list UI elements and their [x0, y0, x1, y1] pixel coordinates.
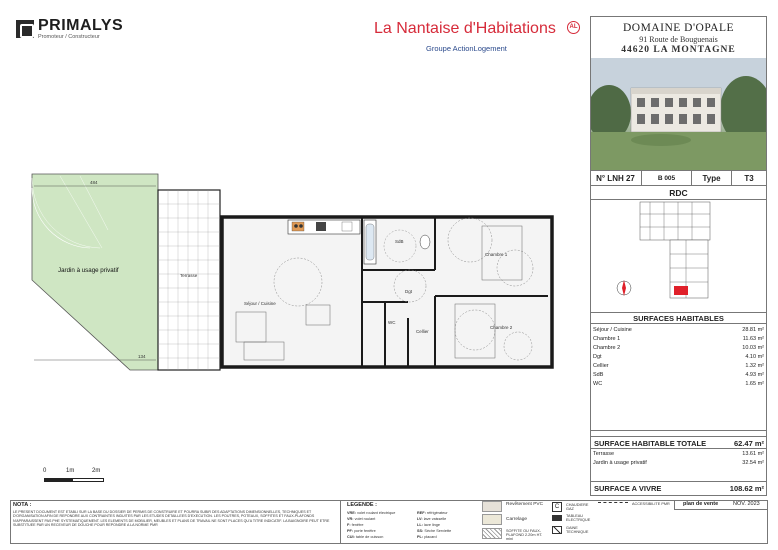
exterior-label: Terrasse	[593, 451, 615, 457]
exterior-row	[593, 458, 764, 468]
surface-vivre-row	[590, 481, 767, 495]
legend-text: volet roulant	[354, 517, 376, 521]
legend-code: VR:	[347, 517, 354, 521]
scale-0: 0	[43, 468, 47, 474]
surface-label: WC	[593, 381, 603, 387]
primalys-logo-icon	[16, 20, 34, 38]
legend-text: placard	[424, 535, 437, 539]
surface-label: Chambre 1	[593, 336, 621, 342]
exterior-value: 13.61 m²	[742, 451, 764, 457]
terrace-area	[158, 190, 220, 370]
legend-code: VRE:	[347, 511, 357, 515]
nota-title: NOTA :	[13, 502, 32, 508]
floor-plan	[30, 170, 560, 380]
label-dgt: Dgt	[405, 289, 413, 294]
legend-text: Sèche Serviette	[424, 529, 452, 533]
surface-vivre-value: 108.62 m²	[729, 484, 764, 493]
legend-code: LV:	[417, 517, 423, 521]
surface-value: 1.65 m²	[745, 381, 764, 387]
soffite-swatch	[482, 528, 502, 539]
legend-text: lave linge	[423, 523, 441, 527]
tableau-icon	[552, 515, 562, 521]
surface-totale-row	[590, 436, 767, 449]
carrelage-swatch	[482, 514, 502, 525]
surface-value: 4.10 m²	[745, 354, 764, 360]
surface-value: 11.63 m²	[742, 336, 764, 342]
legend-text: réfrigérateur	[426, 511, 448, 515]
partner-subtitle: Groupe ActionLogement	[426, 44, 507, 53]
legend-text: lave vaisselle	[423, 517, 447, 521]
tableau-label: TABLEAU ELECTRIQUE	[566, 514, 591, 522]
surface-totale-label: SURFACE HABITABLE TOTALE	[594, 439, 707, 448]
promoter-subtitle: Promoteur / Constructeur	[38, 34, 100, 40]
building-render-image	[591, 58, 766, 170]
project-title: DOMAINE D'OPALE	[622, 22, 735, 34]
gaine-icon	[552, 526, 562, 534]
level-label: RDC	[590, 186, 767, 200]
scale-1m: 1m	[66, 468, 75, 474]
gaine-label: GAINE TECHNIQUE	[566, 526, 589, 534]
chaudiere-icon: C	[552, 502, 562, 512]
soffite-label: SOFFITE OU FAUX-PLAFOND 2.20m HT. mini	[506, 529, 543, 541]
legend-code: F:	[347, 523, 351, 527]
dimension-top: 484	[90, 180, 98, 185]
surface-vivre-label: SURFACE A VIVRE	[594, 484, 662, 493]
lot-building: B 005	[642, 171, 692, 186]
dimension-bottom: 134	[138, 354, 146, 359]
legend-code: SS:	[417, 529, 424, 533]
scale-2m: 2m	[92, 468, 101, 474]
label-jardin: Jardin à usage privatif	[58, 267, 119, 274]
plan-date: NOV. 2023	[733, 501, 760, 507]
apartment-outline	[222, 217, 552, 367]
surface-value: 10.03 m²	[742, 345, 764, 351]
legend-text: porte fenêtre	[354, 529, 376, 533]
exterior-label: Jardin à usage privatif	[593, 460, 647, 466]
label-terrasse: Terrasse	[180, 273, 198, 278]
pmr-label: ACCESSIBILITE PMR	[632, 502, 670, 506]
chaudiere-label: CHAUDIERE GAZ	[566, 503, 589, 511]
project-city: 44620 LA MONTAGNE	[621, 45, 736, 55]
surface-value: 28.81 m²	[742, 327, 764, 333]
legend-code: REF:	[417, 511, 426, 515]
plan-vente-box	[674, 500, 768, 510]
legend-code: CUI:	[347, 535, 355, 539]
label-wc: WC	[388, 320, 396, 325]
surfaces-heading: SURFACES HABITABLES	[590, 312, 767, 324]
surface-label: Cellier	[593, 363, 609, 369]
label-chambre1: Chambre 1	[485, 252, 508, 257]
lot-type-label: Type	[692, 171, 732, 186]
key-plan	[612, 200, 712, 310]
exterior-value: 32.54 m²	[742, 460, 764, 466]
carrelage-label: Carrelage	[506, 517, 528, 522]
nota-text: LE PRESENT DOCUMENT EST ETABLI SUR LA BASE DU DOSSIER DE PERMIS DE CONSTRUIRE ET POURRA SUBIR DES ADAPTATIONS DIMENSIONNELLES, TECHNIQUES ET D'ORGANISATION AFIN DE REPONDRE AUX CONTRAINTES INDUITES PAR LES ETUDES DETAILLEES D'EXECUTION. LES POUTRES, POTEAUX, SOFFITES ET FAUX-PLAFONDS N'APPARAISSENT PAS PHE SYSTEMATIQUEMENT. LES ELEMENTS DE MOBILIER, MEUBLES ET PLANS DE TRAVAIL NE SONT PLACES QU'A TITRE INDICATIF. LA BAIGNOIRE PEUT ETRE SUBSTITUEE PAR UN RECEVEUR DE DOUCHE POUR REPONDRE A LA NORME PMR	[13, 510, 330, 528]
partner-badge-icon: AL	[567, 21, 580, 34]
label-cellier: Cellier	[416, 329, 429, 334]
promoter-name: PRIMALYS	[38, 17, 124, 34]
revetement-swatch	[482, 501, 502, 512]
surface-row	[593, 379, 764, 389]
surface-label: Séjour / Cuisine	[593, 327, 632, 333]
surfaces-list	[590, 325, 767, 431]
surface-label: Chambre 2	[593, 345, 621, 351]
partner-name: La Nantaise d'Habitations	[374, 20, 556, 37]
scale-bar	[44, 478, 104, 482]
plan-vente-label: plan de vente	[683, 501, 719, 507]
lot-type-value: T3	[744, 174, 754, 183]
legend-code: LL:	[417, 523, 423, 527]
pmr-icon	[598, 502, 628, 505]
project-address: 91 Route de Bouguenais	[639, 35, 718, 44]
label-sejour: Séjour / Cuisine	[244, 301, 276, 306]
legend-text: table de cuisson	[355, 535, 384, 539]
footer-divider	[340, 500, 341, 544]
legend-code: PF:	[347, 529, 354, 533]
lot-number: N° LNH 27	[590, 171, 642, 186]
legend-code: PL:	[417, 535, 424, 539]
label-sdb: SdB	[395, 239, 404, 244]
legende-title: LEGENDE :	[347, 502, 377, 508]
revetement-label: Revêtement PVC	[506, 502, 544, 507]
lot-info-row	[590, 170, 767, 186]
surface-label: Dgt	[593, 354, 602, 360]
surface-value: 1.32 m²	[745, 363, 764, 369]
legend-text: volet roulant électrique	[357, 511, 396, 515]
surface-value: 4.93 m²	[745, 372, 764, 378]
legend-col-2	[417, 510, 477, 540]
surface-totale-value: 62.47 m²	[733, 439, 764, 448]
surface-label: SdB	[593, 372, 604, 378]
label-chambre2: Chambre 2	[490, 325, 513, 330]
legend-col-1	[347, 510, 407, 540]
exterior-surfaces	[590, 449, 767, 479]
legend-text: fenêtre	[351, 523, 364, 527]
